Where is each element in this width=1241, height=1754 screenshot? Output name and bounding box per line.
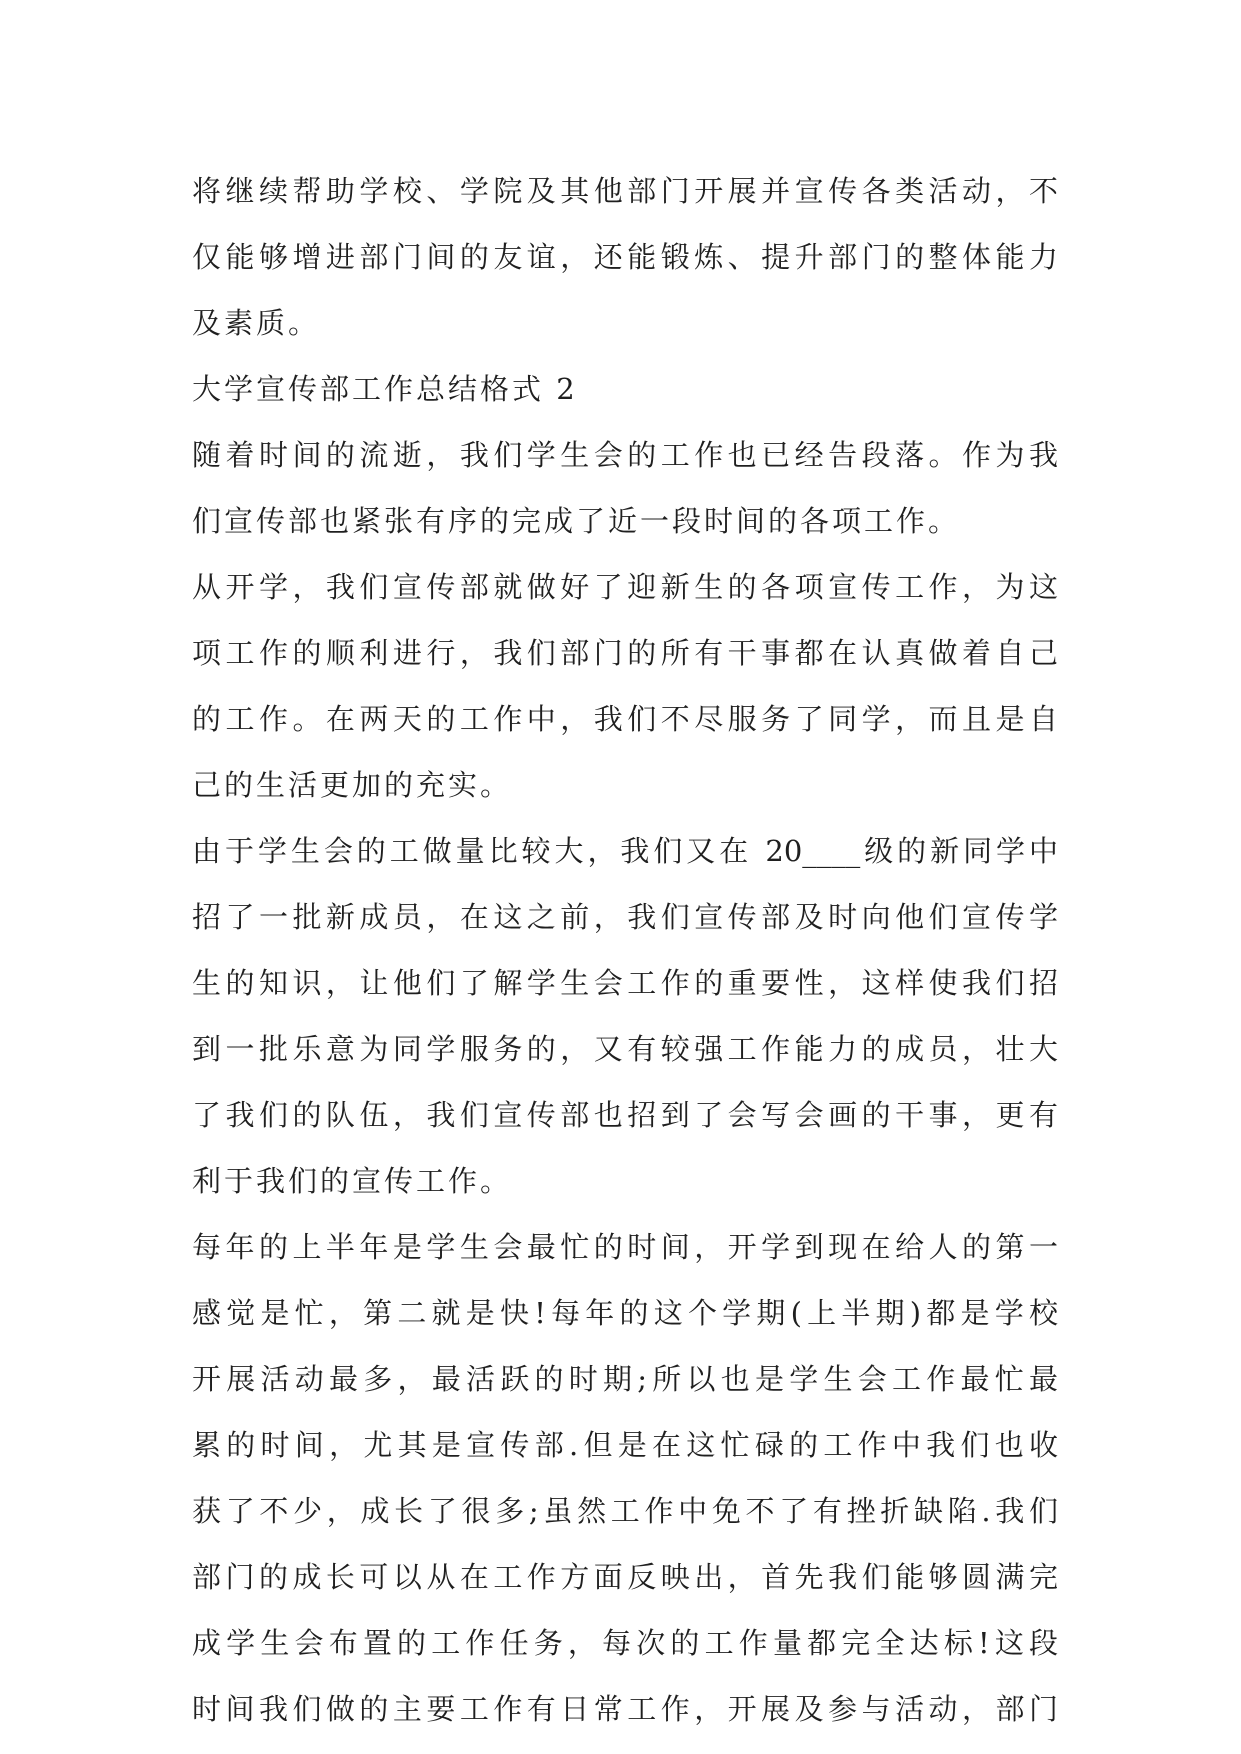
text-line: 累的时间，尤其是宣传部.但是在这忙碌的工作中我们也收 — [192, 1428, 1058, 1462]
document-body — [192, 158, 1058, 1742]
text-line: 项工作的顺利进行，我们部门的所有干事都在认真做着自己 — [192, 636, 1058, 670]
text-line: 己的生活更加的充实。 — [192, 768, 513, 802]
text-line: 生的知识，让他们了解学生会工作的重要性，这样使我们招 — [192, 966, 1058, 1000]
text-line: 部门的成长可以从在工作方面反映出，首先我们能够圆满完 — [192, 1560, 1058, 1594]
text-line: 利于我们的宣传工作。 — [192, 1164, 513, 1198]
text-line: 大学宣传部工作总结格式 2 — [192, 372, 578, 406]
text-line: 招了一批新成员，在这之前，我们宣传部及时向他们宣传学 — [192, 900, 1058, 934]
text-line: 随着时间的流逝，我们学生会的工作也已经告段落。作为我 — [192, 438, 1058, 472]
text-line: 由于学生会的工做量比较大，我们又在 20____级的新同学中 — [192, 834, 1058, 868]
text-line: 时间我们做的主要工作有日常工作，开展及参与活动，部门 — [192, 1692, 1058, 1726]
text-line: 们宣传部也紧张有序的完成了近一段时间的各项工作。 — [192, 504, 961, 538]
text-line: 及素质。 — [192, 306, 321, 340]
text-line: 的工作。在两天的工作中，我们不尽服务了同学，而且是自 — [192, 702, 1058, 736]
text-line: 开展活动最多，最活跃的时期;所以也是学生会工作最忙最 — [192, 1362, 1058, 1396]
text-line: 每年的上半年是学生会最忙的时间，开学到现在给人的第一 — [192, 1230, 1058, 1264]
text-line: 到一批乐意为同学服务的，又有较强工作能力的成员，壮大 — [192, 1032, 1058, 1066]
text-line: 感觉是忙，第二就是快!每年的这个学期(上半期)都是学校 — [192, 1296, 1058, 1330]
text-line: 仅能够增进部门间的友谊，还能锻炼、提升部门的整体能力 — [192, 240, 1058, 274]
text-line: 成学生会布置的工作任务，每次的工作量都完全达标!这段 — [192, 1626, 1058, 1660]
text-line: 将继续帮助学校、学院及其他部门开展并宣传各类活动，不 — [192, 174, 1058, 208]
text-line: 从开学，我们宣传部就做好了迎新生的各项宣传工作，为这 — [192, 570, 1058, 604]
text-line: 获了不少，成长了很多;虽然工作中免不了有挫折缺陷.我们 — [192, 1494, 1058, 1528]
text-line: 了我们的队伍，我们宣传部也招到了会写会画的干事，更有 — [192, 1098, 1058, 1132]
